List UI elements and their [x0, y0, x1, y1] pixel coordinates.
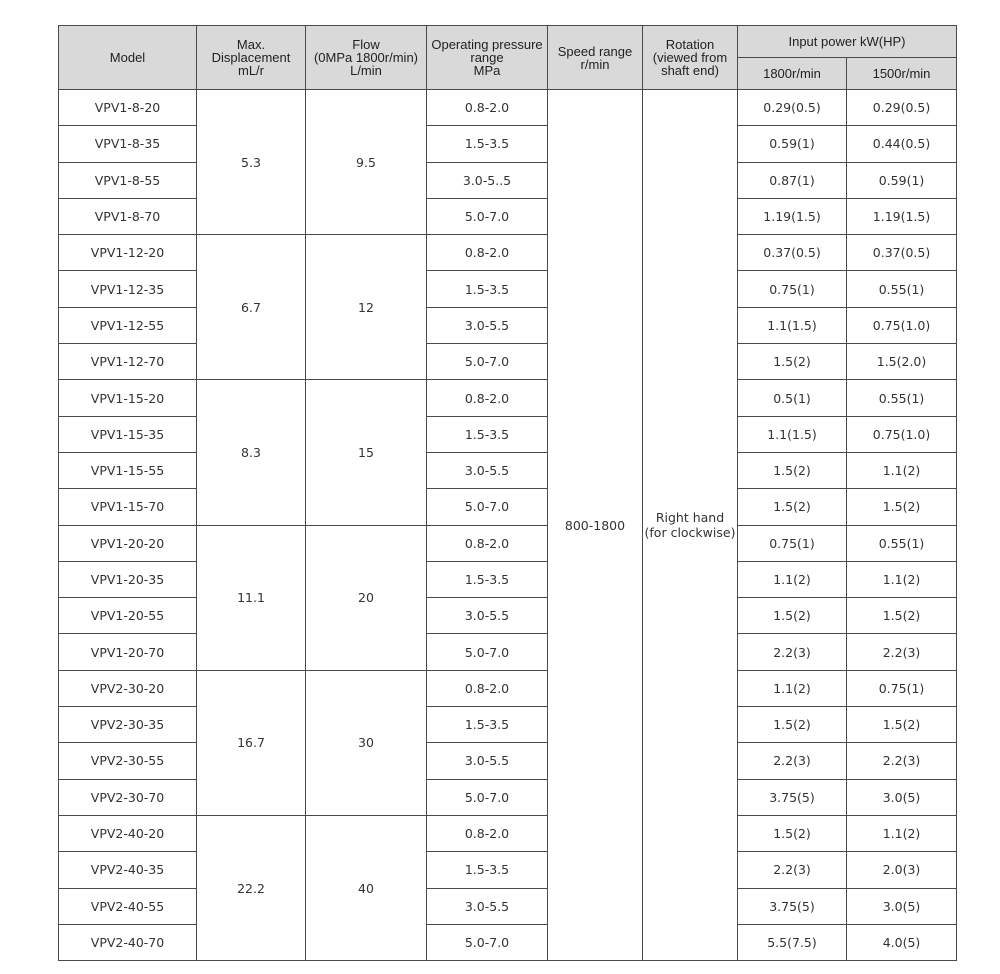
cell-power-1500: 0.55(1): [847, 525, 957, 561]
table-row: [59, 779, 957, 815]
cell-power-1500: 1.19(1.5): [847, 198, 957, 234]
cell-power-1800: 0.29(0.5): [738, 90, 847, 126]
cell-model: VPV1-20-35: [59, 561, 197, 597]
cell-pressure: 1.5-3.5: [427, 852, 548, 888]
cell-flow: 12: [306, 235, 427, 380]
cell-model: VPV2-30-55: [59, 743, 197, 779]
cell-model: VPV1-8-70: [59, 198, 197, 234]
cell-power-1800: 1.5(2): [738, 489, 847, 525]
cell-power-1800: 1.5(2): [738, 344, 847, 380]
cell-power-1500: 1.1(2): [847, 452, 957, 488]
cell-model: VPV1-12-55: [59, 307, 197, 343]
header-power-1500: 1500r/min: [847, 58, 957, 90]
header-speed: Speed range r/min: [548, 26, 643, 90]
cell-power-1800: 1.5(2): [738, 598, 847, 634]
cell-model: VPV1-20-55: [59, 598, 197, 634]
cell-pressure: 1.5-3.5: [427, 416, 548, 452]
table-row: [59, 198, 957, 234]
table-body: [59, 90, 957, 961]
cell-power-1500: 0.75(1.0): [847, 416, 957, 452]
cell-power-1500: 2.2(3): [847, 743, 957, 779]
cell-model: VPV1-12-70: [59, 344, 197, 380]
cell-model: VPV2-40-55: [59, 888, 197, 924]
cell-pressure: 1.5-3.5: [427, 271, 548, 307]
cell-model: VPV2-40-70: [59, 924, 197, 960]
cell-power-1800: 1.1(1.5): [738, 307, 847, 343]
cell-power-1800: 2.2(3): [738, 634, 847, 670]
cell-pressure: 3.0-5.5: [427, 743, 548, 779]
cell-rotation: Right hand (for clockwise): [643, 90, 738, 961]
cell-power-1800: 0.75(1): [738, 271, 847, 307]
cell-flow: 15: [306, 380, 427, 525]
cell-power-1500: 4.0(5): [847, 924, 957, 960]
cell-power-1800: 1.1(2): [738, 561, 847, 597]
cell-power-1500: 3.0(5): [847, 888, 957, 924]
cell-power-1500: 1.5(2.0): [847, 344, 957, 380]
cell-pressure: 5.0-7.0: [427, 924, 548, 960]
cell-power-1800: 0.37(0.5): [738, 235, 847, 271]
header-input-power: Input power kW(HP): [738, 26, 957, 58]
cell-power-1500: 1.5(2): [847, 707, 957, 743]
cell-pressure: 0.8-2.0: [427, 235, 548, 271]
cell-pressure: 0.8-2.0: [427, 525, 548, 561]
cell-power-1500: 1.1(2): [847, 561, 957, 597]
cell-power-1800: 5.5(7.5): [738, 924, 847, 960]
table-row: [59, 271, 957, 307]
cell-model: VPV1-12-35: [59, 271, 197, 307]
cell-model: VPV1-20-70: [59, 634, 197, 670]
cell-power-1500: 0.44(0.5): [847, 126, 957, 162]
cell-model: VPV2-40-35: [59, 852, 197, 888]
cell-power-1500: 0.55(1): [847, 380, 957, 416]
cell-displacement: 6.7: [197, 235, 306, 380]
cell-pressure: 1.5-3.5: [427, 561, 548, 597]
cell-flow: 40: [306, 815, 427, 960]
cell-pressure: 5.0-7.0: [427, 344, 548, 380]
cell-pressure: 0.8-2.0: [427, 90, 548, 126]
table-row: [59, 634, 957, 670]
cell-power-1800: 1.19(1.5): [738, 198, 847, 234]
table-row: [59, 852, 957, 888]
cell-pressure: 5.0-7.0: [427, 634, 548, 670]
cell-power-1800: 1.5(2): [738, 452, 847, 488]
cell-model: VPV1-8-55: [59, 162, 197, 198]
cell-model: VPV1-20-20: [59, 525, 197, 561]
cell-model: VPV2-30-20: [59, 670, 197, 706]
spec-table: [58, 25, 957, 961]
cell-displacement: 5.3: [197, 90, 306, 235]
cell-pressure: 1.5-3.5: [427, 707, 548, 743]
cell-power-1800: 0.59(1): [738, 126, 847, 162]
cell-power-1500: 0.29(0.5): [847, 90, 957, 126]
cell-pressure: 3.0-5.5: [427, 307, 548, 343]
header-displacement: Max. Displacement mL/r: [197, 26, 306, 90]
table-row: [59, 707, 957, 743]
table-row: [59, 235, 957, 271]
cell-pressure: 1.5-3.5: [427, 126, 548, 162]
cell-pressure: 3.0-5.5: [427, 452, 548, 488]
table-row: [59, 815, 957, 851]
table-row: [59, 598, 957, 634]
table-row: [59, 670, 957, 706]
table-row: [59, 924, 957, 960]
cell-flow: 30: [306, 670, 427, 815]
header-rotation: Rotation (viewed from shaft end): [643, 26, 738, 90]
cell-displacement: 11.1: [197, 525, 306, 670]
cell-power-1800: 2.2(3): [738, 852, 847, 888]
cell-model: VPV2-30-70: [59, 779, 197, 815]
table-row: [59, 307, 957, 343]
cell-model: VPV2-40-20: [59, 815, 197, 851]
cell-power-1500: 1.5(2): [847, 598, 957, 634]
cell-displacement: 16.7: [197, 670, 306, 815]
cell-pressure: 5.0-7.0: [427, 779, 548, 815]
cell-pressure: 3.0-5..5: [427, 162, 548, 198]
cell-model: VPV1-15-35: [59, 416, 197, 452]
cell-power-1800: 2.2(3): [738, 743, 847, 779]
header-flow: Flow (0MPa 1800r/min) L/min: [306, 26, 427, 90]
cell-pressure: 0.8-2.0: [427, 670, 548, 706]
cell-power-1800: 1.5(2): [738, 707, 847, 743]
cell-power-1800: 3.75(5): [738, 888, 847, 924]
cell-power-1500: 0.55(1): [847, 271, 957, 307]
table-row: [59, 126, 957, 162]
cell-power-1800: 0.5(1): [738, 380, 847, 416]
table-row: [59, 743, 957, 779]
table-row: [59, 525, 957, 561]
header-power-1800: 1800r/min: [738, 58, 847, 90]
cell-power-1800: 1.1(1.5): [738, 416, 847, 452]
cell-power-1800: 0.87(1): [738, 162, 847, 198]
table-row: [59, 489, 957, 525]
cell-flow: 9.5: [306, 90, 427, 235]
cell-displacement: 8.3: [197, 380, 306, 525]
cell-pressure: 5.0-7.0: [427, 198, 548, 234]
table-row: [59, 452, 957, 488]
cell-power-1500: 2.0(3): [847, 852, 957, 888]
table-row: [59, 561, 957, 597]
cell-power-1500: 0.75(1): [847, 670, 957, 706]
cell-power-1500: 2.2(3): [847, 634, 957, 670]
cell-power-1500: 0.37(0.5): [847, 235, 957, 271]
cell-pressure: 0.8-2.0: [427, 380, 548, 416]
table-row: [59, 90, 957, 126]
cell-power-1500: 0.75(1.0): [847, 307, 957, 343]
cell-model: VPV1-8-20: [59, 90, 197, 126]
cell-pressure: 5.0-7.0: [427, 489, 548, 525]
table-row: [59, 888, 957, 924]
table-row: [59, 380, 957, 416]
cell-model: VPV2-30-35: [59, 707, 197, 743]
cell-model: VPV1-15-70: [59, 489, 197, 525]
cell-model: VPV1-8-35: [59, 126, 197, 162]
cell-power-1800: 1.1(2): [738, 670, 847, 706]
cell-power-1500: 3.0(5): [847, 779, 957, 815]
cell-pressure: 3.0-5.5: [427, 598, 548, 634]
cell-displacement: 22.2: [197, 815, 306, 960]
cell-pressure: 3.0-5.5: [427, 888, 548, 924]
cell-power-1500: 0.59(1): [847, 162, 957, 198]
table-row: [59, 162, 957, 198]
cell-power-1500: 1.1(2): [847, 815, 957, 851]
cell-model: VPV1-15-55: [59, 452, 197, 488]
cell-model: VPV1-12-20: [59, 235, 197, 271]
cell-power-1800: 3.75(5): [738, 779, 847, 815]
cell-power-1800: 0.75(1): [738, 525, 847, 561]
cell-speed-range: 800-1800: [548, 90, 643, 961]
cell-model: VPV1-15-20: [59, 380, 197, 416]
table-row: [59, 416, 957, 452]
header-pressure: Operating pressure range MPa: [427, 26, 548, 90]
header-model: Model: [59, 26, 197, 90]
cell-pressure: 0.8-2.0: [427, 815, 548, 851]
cell-flow: 20: [306, 525, 427, 670]
cell-power-1500: 1.5(2): [847, 489, 957, 525]
cell-power-1800: 1.5(2): [738, 815, 847, 851]
table-row: [59, 344, 957, 380]
